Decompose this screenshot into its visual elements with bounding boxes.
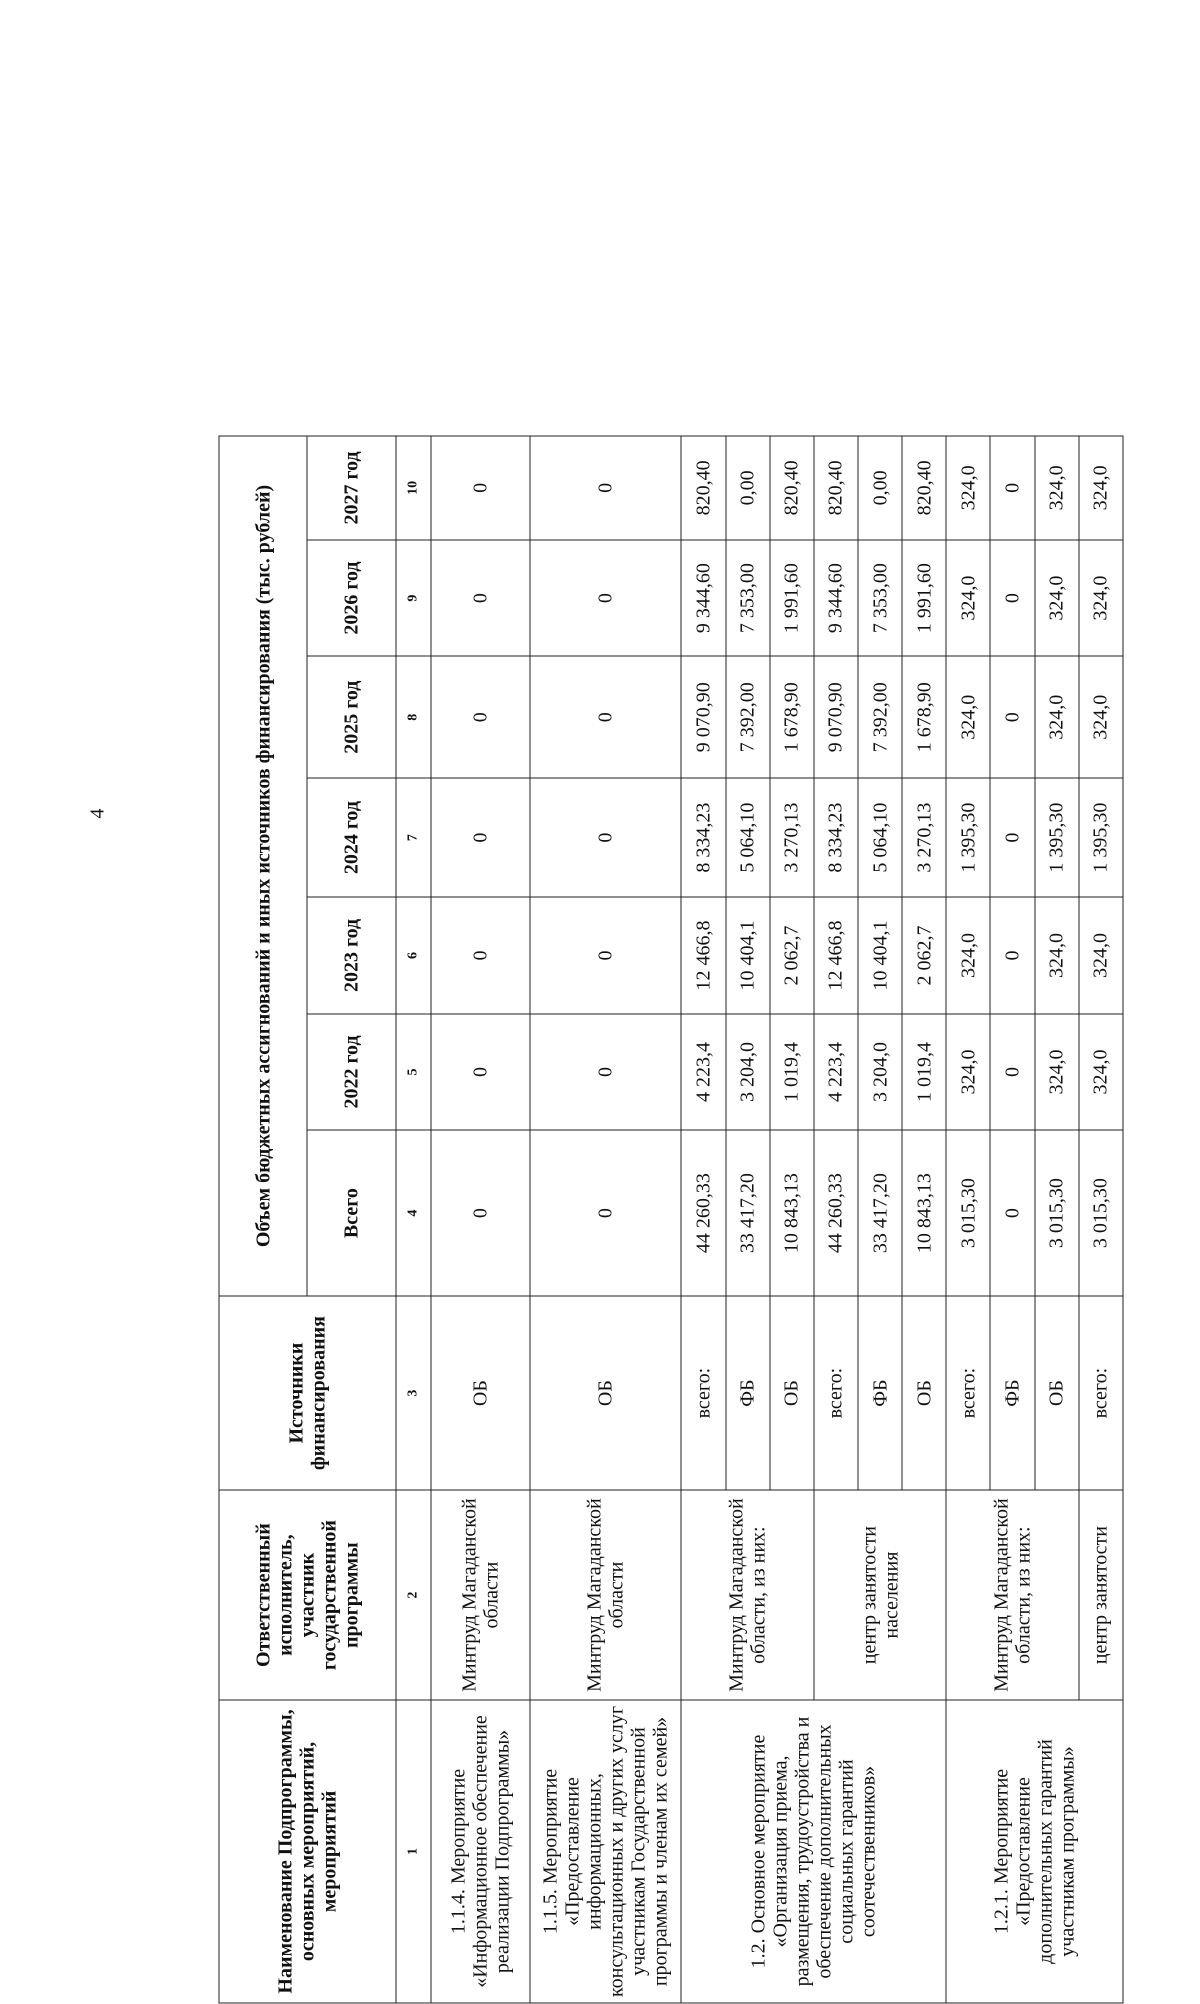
amount-cell: 0 <box>431 1130 530 1296</box>
amount-cell: 820,40 <box>902 436 946 540</box>
header-y2022: 2022 год <box>307 1014 395 1131</box>
amount-cell: 0 <box>530 1130 681 1296</box>
activity-name: 1.1.5. Мероприятие «Предоставление информационных, консультационных и других услуг участникам Государственной программы и членам их семей» <box>530 1700 681 2003</box>
amount-cell: 324,0 <box>946 1014 990 1131</box>
amount-cell: 1 395,30 <box>946 778 990 897</box>
amount-cell: 324,0 <box>1035 1014 1079 1131</box>
amount-cell: 0 <box>530 1014 681 1131</box>
amount-cell: 0 <box>530 436 681 540</box>
amount-cell: 820,40 <box>681 436 725 540</box>
activity-name: 1.2.1. Мероприятие «Предоставление дополнительных гарантий участникам программы» <box>946 1700 1123 2003</box>
amount-cell: 324,0 <box>1035 436 1079 540</box>
header-name: Наименование Подпрограммы, основных мероприятий, мероприятий <box>219 1700 396 2003</box>
amount-cell: 324,0 <box>1035 656 1079 778</box>
header-y2027: 2027 год <box>307 436 395 540</box>
activity-name: 1.1.4. Мероприятие «Информационное обеспечение реализации Подпрограммы» <box>431 1700 530 2003</box>
header-source: Источники финансирования <box>219 1296 396 1490</box>
amount-cell: 324,0 <box>946 540 990 657</box>
column-index: 3 <box>396 1296 431 1490</box>
executor: Минтруд Магаданской области <box>431 1490 530 1700</box>
header-y2025: 2025 год <box>307 656 395 778</box>
amount-cell: 3 270,13 <box>902 778 946 897</box>
amount-cell: 0 <box>530 897 681 1014</box>
amount-cell: 10 843,13 <box>770 1130 814 1296</box>
amount-cell: 8 334,23 <box>814 778 858 897</box>
amount-cell: 3 015,30 <box>1035 1130 1079 1296</box>
activity-name: 1.2. Основное мероприятие «Организация приема, размещения, трудоустройства и обеспечение дополнительных социальных гарантий соотечественников» <box>681 1700 946 2003</box>
amount-cell: 324,0 <box>1079 540 1123 657</box>
amount-cell: 324,0 <box>1079 1014 1123 1131</box>
amount-cell: 1 019,4 <box>770 1014 814 1131</box>
executor: Минтруд Магаданской области, из них: <box>946 1490 1078 1700</box>
amount-cell: 324,0 <box>1035 897 1079 1014</box>
amount-cell: 0 <box>990 1130 1034 1296</box>
column-index: 1 <box>396 1700 431 2003</box>
amount-cell: 0 <box>990 436 1034 540</box>
column-index: 4 <box>396 1130 431 1296</box>
amount-cell: 324,0 <box>946 897 990 1014</box>
amount-cell: 3 015,30 <box>1079 1130 1123 1296</box>
executor: Минтруд Магаданской области, из них: <box>681 1490 813 1700</box>
header-y2026: 2026 год <box>307 540 395 657</box>
funding-source: всего: <box>946 1296 990 1490</box>
amount-cell: 1 678,90 <box>902 656 946 778</box>
amount-cell: 12 466,8 <box>814 897 858 1014</box>
amount-cell: 9 070,90 <box>814 656 858 778</box>
column-index: 6 <box>396 897 431 1014</box>
funding-source: ОБ <box>770 1296 814 1490</box>
amount-cell: 7 353,00 <box>858 540 902 657</box>
amount-cell: 0 <box>431 1014 530 1131</box>
amount-cell: 0 <box>530 540 681 657</box>
amount-cell: 0 <box>990 897 1034 1014</box>
amount-cell: 1 991,60 <box>770 540 814 657</box>
header-total: Всего <box>307 1130 395 1296</box>
header-executor: Ответственный исполнитель, участник государственной программы <box>219 1490 396 1700</box>
amount-cell: 3 015,30 <box>946 1130 990 1296</box>
amount-cell: 820,40 <box>814 436 858 540</box>
executor: Минтруд Магаданской области <box>530 1490 681 1700</box>
amount-cell: 0 <box>431 540 530 657</box>
amount-cell: 2 062,7 <box>770 897 814 1014</box>
amount-cell: 7 353,00 <box>726 540 770 657</box>
amount-cell: 324,0 <box>946 436 990 540</box>
column-index: 8 <box>396 656 431 778</box>
amount-cell: 324,0 <box>946 656 990 778</box>
amount-cell: 0 <box>990 1014 1034 1131</box>
amount-cell: 0 <box>431 656 530 778</box>
amount-cell: 3 270,13 <box>770 778 814 897</box>
header-y2024: 2024 год <box>307 778 395 897</box>
amount-cell: 3 204,0 <box>726 1014 770 1131</box>
amount-cell: 1 395,30 <box>1035 778 1079 897</box>
amount-cell: 0 <box>990 656 1034 778</box>
column-index: 7 <box>396 778 431 897</box>
funding-source: ОБ <box>902 1296 946 1490</box>
funding-source: ОБ <box>1035 1296 1079 1490</box>
amount-cell: 12 466,8 <box>681 897 725 1014</box>
funding-source: всего: <box>1079 1296 1123 1490</box>
amount-cell: 0 <box>530 656 681 778</box>
column-index: 2 <box>396 1490 431 1700</box>
funding-source: ФБ <box>990 1296 1034 1490</box>
financing-table <box>219 436 1124 2004</box>
amount-cell: 10 404,1 <box>726 897 770 1014</box>
amount-cell: 7 392,00 <box>858 656 902 778</box>
header-y2023: 2023 год <box>307 897 395 1014</box>
amount-cell: 10 404,1 <box>858 897 902 1014</box>
executor: центр занятости <box>1079 1490 1123 1700</box>
amount-cell: 44 260,33 <box>814 1130 858 1296</box>
funding-source: ОБ <box>431 1296 530 1490</box>
funding-source: всего: <box>681 1296 725 1490</box>
amount-cell: 1 395,30 <box>1079 778 1123 897</box>
amount-cell: 0,00 <box>858 436 902 540</box>
amount-cell: 7 392,00 <box>726 656 770 778</box>
amount-cell: 4 223,4 <box>681 1014 725 1131</box>
amount-cell: 324,0 <box>1079 656 1123 778</box>
amount-cell: 0 <box>431 897 530 1014</box>
amount-cell: 1 678,90 <box>770 656 814 778</box>
funding-source: всего: <box>814 1296 858 1490</box>
amount-cell: 3 204,0 <box>858 1014 902 1131</box>
amount-cell: 0 <box>990 778 1034 897</box>
amount-cell: 33 417,20 <box>858 1130 902 1296</box>
amount-cell: 0 <box>530 778 681 897</box>
amount-cell: 0,00 <box>726 436 770 540</box>
amount-cell: 9 344,60 <box>681 540 725 657</box>
amount-cell: 324,0 <box>1079 436 1123 540</box>
amount-cell: 4 223,4 <box>814 1014 858 1131</box>
funding-source: ФБ <box>726 1296 770 1490</box>
rotated-table-container <box>219 436 1124 2004</box>
column-index: 10 <box>396 436 431 540</box>
amount-cell: 0 <box>990 540 1034 657</box>
column-index: 5 <box>396 1014 431 1131</box>
amount-cell: 0 <box>431 778 530 897</box>
header-volume: Объем бюджетных ассигнований и иных источников финансирования (тыс. рублей) <box>219 436 307 1296</box>
amount-cell: 5 064,10 <box>726 778 770 897</box>
amount-cell: 9 070,90 <box>681 656 725 778</box>
amount-cell: 324,0 <box>1035 540 1079 657</box>
amount-cell: 44 260,33 <box>681 1130 725 1296</box>
amount-cell: 8 334,23 <box>681 778 725 897</box>
column-index: 9 <box>396 540 431 657</box>
amount-cell: 10 843,13 <box>902 1130 946 1296</box>
page-number: 4 <box>86 808 109 819</box>
amount-cell: 1 019,4 <box>902 1014 946 1131</box>
amount-cell: 33 417,20 <box>726 1130 770 1296</box>
funding-source: ФБ <box>858 1296 902 1490</box>
funding-source: ОБ <box>530 1296 681 1490</box>
amount-cell: 9 344,60 <box>814 540 858 657</box>
amount-cell: 2 062,7 <box>902 897 946 1014</box>
amount-cell: 1 991,60 <box>902 540 946 657</box>
amount-cell: 5 064,10 <box>858 778 902 897</box>
amount-cell: 324,0 <box>1079 897 1123 1014</box>
amount-cell: 820,40 <box>770 436 814 540</box>
amount-cell: 0 <box>431 436 530 540</box>
executor: центр занятости населения <box>814 1490 946 1700</box>
